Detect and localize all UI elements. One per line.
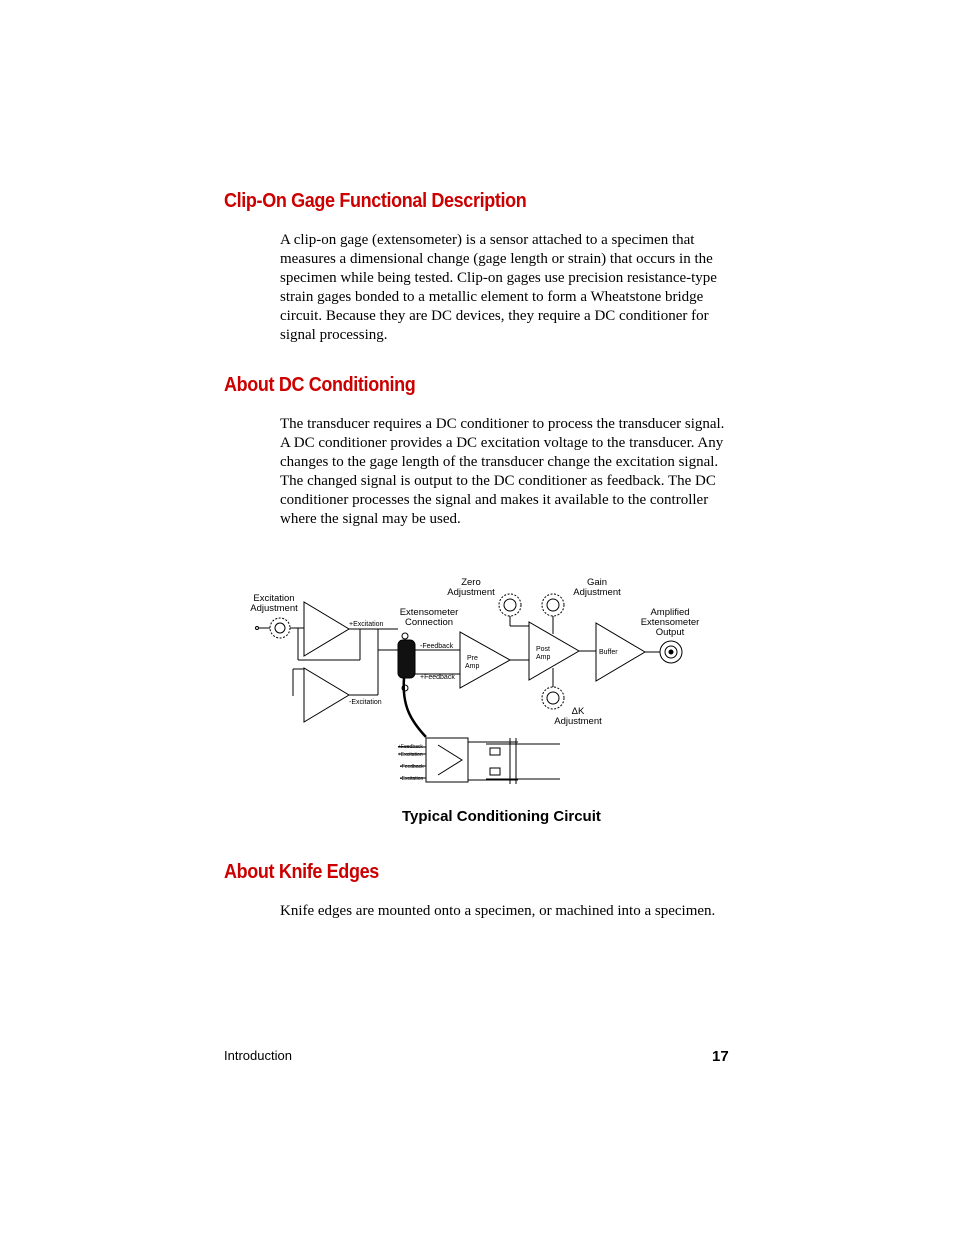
label-output-3: Output: [655, 627, 685, 638]
footer-section-name: Introduction: [224, 1048, 292, 1063]
label-pre-amp-1: Pre: [467, 655, 478, 662]
figure-caption: Typical Conditioning Circuit: [402, 808, 601, 825]
footer-page-number: 17: [712, 1048, 729, 1065]
label-dk-adj-1: ΔK: [571, 706, 585, 717]
paragraph-clip-on-gage: A clip-on gage (extensometer) is a sensor attached to a specimen that measures a dimensional change (gage length or strain) that occurs in the specimen while being tested. Clip-on gages use precision resistance-type strain gages bonded to a metallic element to form a Wheatstone bridge circuit. Because they are DC devices, they require a DC conditioner for signal processing.: [280, 232, 717, 343]
label-minus-feedback: -Feedback: [420, 643, 454, 650]
label-minus-excitation: -Excitation: [349, 699, 382, 706]
conditioning-circuit-diagram: [248, 570, 718, 795]
label-post-amp-1: Post: [536, 646, 551, 653]
label-pre-amp-2: Amp: [465, 663, 480, 670]
extensometer-connector: [398, 640, 415, 678]
label-zero-adj-2: Adjustment: [447, 587, 495, 598]
label-excitation-adjustment-2: Adjustment: [250, 603, 298, 614]
label-buffer: Buffer: [599, 649, 618, 656]
label-ext-conn-1: Extensometer: [399, 607, 459, 618]
circuit-svg: [248, 570, 718, 795]
label-excitation-adjustment-1: Excitation: [253, 593, 295, 604]
section-heading-dc-conditioning: About DC Conditioning: [224, 374, 416, 396]
dk-adjust-knob-icon: [542, 687, 564, 709]
label-gage-minus-feedback: -Feedback: [400, 764, 424, 770]
zero-adjust-knob-icon: [499, 594, 521, 616]
label-output-1: Amplified: [650, 607, 690, 618]
gain-adjust-knob-icon: [542, 594, 564, 616]
paragraph-dc-conditioning: The transducer requires a DC conditioner to process the transducer signal. A DC conditioner provides a DC excitation voltage to the transducer. Any changes to the gage length of the transducer change the excitation signal. The changed signal is output to the DC conditioner as feedback. The DC conditioner processes the signal and makes it available to the controller where the signal may be used.: [280, 416, 725, 527]
label-plus-feedback: +Feedback: [420, 674, 455, 681]
label-dk-adj-2: Adjustment: [554, 716, 602, 727]
section-heading-clip-on-gage: Clip-On Gage Functional Description: [224, 190, 527, 212]
label-output-2: Extensometer: [640, 617, 700, 628]
label-plus-excitation: +Excitation: [349, 621, 384, 628]
label-gain-adj-1: Gain: [586, 577, 608, 588]
label-zero-adj-1: Zero: [461, 577, 481, 588]
label-ext-conn-2: Connection: [404, 617, 454, 628]
label-gage-plus-feedback: +Feedback: [398, 744, 423, 750]
excitation-amp-bottom: [304, 668, 349, 722]
paragraph-knife-edges: Knife edges are mounted onto a specimen, or machined into a specimen.: [280, 903, 716, 919]
excitation-amp-top: [304, 602, 349, 656]
section-heading-knife-edges: About Knife Edges: [224, 861, 379, 883]
label-gain-adj-2: Adjustment: [573, 587, 621, 598]
label-gage-plus-excitation: +Excitation: [398, 752, 423, 758]
excitation-knob-icon: [270, 618, 290, 638]
label-gage-minus-excitation: -Excitation: [400, 776, 424, 782]
label-post-amp-2: Amp: [536, 654, 551, 661]
